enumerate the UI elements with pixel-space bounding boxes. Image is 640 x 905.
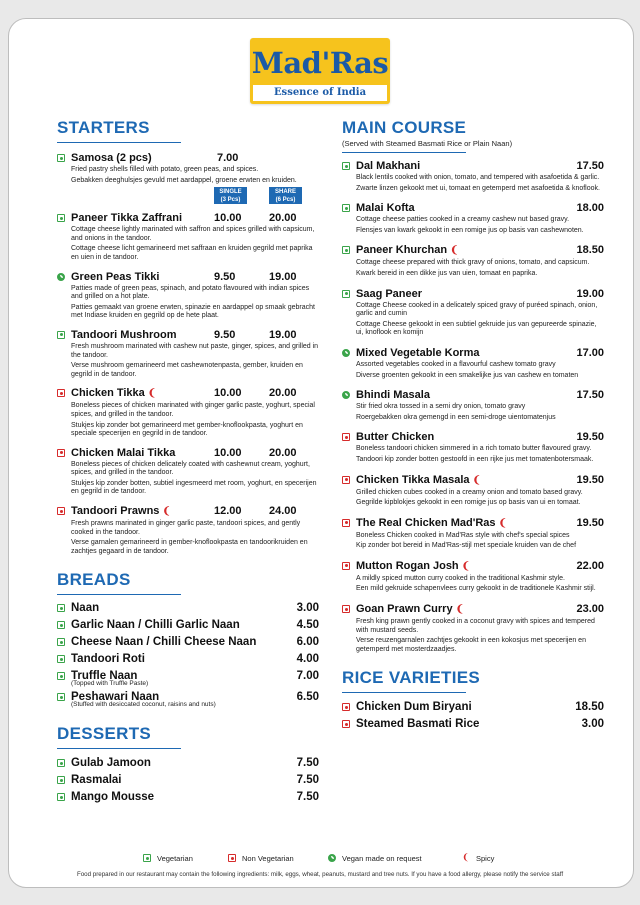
item-description-dutch: Roergebakken okra gemengd in een semi-droge uientomatenjus bbox=[356, 413, 556, 421]
item-price-single: 10.00 bbox=[214, 446, 242, 459]
item-price: 17.50 bbox=[576, 389, 604, 402]
item-name: Steamed Basmati Rice bbox=[356, 718, 480, 731]
legend-spicy-label: Spicy bbox=[476, 854, 495, 863]
menu-item bbox=[57, 635, 319, 651]
item-description-dutch: Verse mushroom gemarineerd met cashewnotenpasta, gember, kruiden en gegrild in de tandoor. bbox=[71, 362, 303, 378]
menu-item bbox=[342, 388, 604, 422]
item-price: 18.50 bbox=[576, 244, 604, 257]
vegetarian-icon bbox=[57, 214, 65, 222]
chili-icon: ❨ bbox=[462, 852, 470, 862]
item-description-dutch: Een mild gekruide schapenvlees curry gekookt in de traditionele Kashmir stijl. bbox=[356, 585, 596, 593]
item-header bbox=[356, 516, 604, 531]
item-description-dutch: Kip zonder bot bereid in Mad'Ras-stijl met speciale kruiden van de chef bbox=[356, 542, 577, 550]
item-description-dutch: Flensjes van kwark gekookt in een romige jus op basis van cashewnoten. bbox=[356, 226, 584, 234]
item-header bbox=[71, 211, 319, 225]
menu-item bbox=[57, 446, 319, 497]
item-name: Garlic Naan / Chilli Garlic Naan bbox=[71, 619, 240, 632]
item-price: 22.00 bbox=[576, 559, 604, 572]
item-header bbox=[71, 504, 319, 519]
legend-non-vegetarian-label: Non Vegetarian bbox=[242, 854, 294, 863]
non-vegetarian-icon bbox=[57, 507, 65, 515]
item-description-dutch: Stukjes kip zonder botten, subtiel ingesmeerd met room, yoghurt, en specerijen en gegrild in de tandoor. bbox=[71, 479, 317, 496]
item-description-dutch: Verse garnalen gemarineerd in gember-knoflookpasta en tandoorikruiden en zachtjes gegaard in de tandoor. bbox=[71, 539, 308, 555]
vegetarian-icon bbox=[342, 204, 350, 212]
item-price: 19.50 bbox=[576, 431, 604, 444]
item-description: Cottage cheese prepared with thick gravy of onions, tomato, and capsicum. bbox=[356, 259, 590, 267]
item-name: Tandoori Prawns bbox=[71, 505, 160, 518]
menu-item bbox=[57, 618, 319, 634]
non-vegetarian-icon bbox=[57, 389, 65, 397]
item-price: 7.50 bbox=[296, 774, 319, 787]
menu-item bbox=[342, 243, 604, 278]
menu-item bbox=[57, 790, 319, 806]
chili-icon: ❨ bbox=[162, 506, 171, 518]
item-header bbox=[356, 346, 604, 360]
item-header bbox=[356, 717, 604, 731]
item-price: 23.00 bbox=[576, 603, 604, 616]
menu-item bbox=[57, 211, 319, 262]
item-name: Mutton Rogan Josh bbox=[356, 559, 459, 572]
item-header bbox=[71, 635, 319, 649]
desserts-section bbox=[57, 724, 319, 806]
chili-icon: ❨ bbox=[450, 245, 459, 257]
non-vegetarian-icon bbox=[342, 519, 350, 527]
item-header bbox=[71, 618, 319, 632]
menu-item bbox=[57, 756, 319, 772]
item-header bbox=[356, 700, 604, 714]
item-name: Chicken Tikka Masala bbox=[356, 473, 470, 486]
legend-vegetarian-label: Vegetarian bbox=[157, 854, 193, 863]
vegetarian-icon bbox=[57, 621, 65, 629]
item-price: 7.50 bbox=[296, 791, 319, 804]
item-description-dutch: Tandoori kip zonder botten gestoofd in een rijke jus met tomatenbotersmaak. bbox=[356, 455, 594, 463]
item-price-share: 19.00 bbox=[269, 270, 297, 283]
item-price: 19.50 bbox=[576, 516, 604, 529]
item-header bbox=[71, 652, 319, 666]
item-description-dutch: Cottage Cheese gekookt in een subtiel gekruide jus van gepureerde spinazie, ui, knoflook en komijn bbox=[356, 320, 597, 337]
item-description: Assorted vegetables cooked in a flavourful cashew tomato gravy bbox=[356, 360, 556, 368]
section-divider bbox=[57, 142, 181, 143]
item-description: Cottage Cheese cooked in a delicately spiced gravy of puréed spinach, onion, garlic and cumin bbox=[356, 301, 598, 318]
item-description-dutch: Stukjes kip zonder bot gemarineerd met gember-knoflookpasta, yoghurt en speciale specerijen en gegrild in de tandoor. bbox=[71, 421, 303, 438]
item-price: 18.50 bbox=[575, 701, 604, 714]
chili-icon: ❨ bbox=[455, 604, 464, 616]
item-price-share: 24.00 bbox=[269, 505, 297, 518]
single-badge-label: SINGLE bbox=[219, 189, 242, 196]
menu-item bbox=[57, 652, 319, 668]
item-price-share: 19.00 bbox=[269, 328, 297, 341]
item-header bbox=[356, 430, 604, 444]
non-vegetarian-icon bbox=[342, 562, 350, 570]
menu-item bbox=[57, 690, 319, 710]
starters-list bbox=[57, 151, 319, 556]
item-header bbox=[356, 388, 604, 402]
vegetarian-icon bbox=[57, 331, 65, 339]
item-description: Black lentils cooked with onion, tomato, and tempered with asafoetida & garlic. bbox=[356, 174, 600, 181]
item-name: Malai Kofta bbox=[356, 202, 415, 215]
item-description: Boneless pieces of chicken marinated with ginger garlic paste, yoghurt, special spices, and grilled in the tandoor. bbox=[71, 402, 315, 418]
item-description: Cottage cheese lightly marinated with saffron and spices grilled with capsicum, and onions in the tandoor. bbox=[71, 226, 315, 242]
item-name: Chicken Tikka bbox=[71, 387, 145, 400]
item-name: Tandoori Roti bbox=[71, 653, 145, 666]
non-vegetarian-icon bbox=[342, 433, 350, 441]
item-price-share: 20.00 bbox=[269, 212, 297, 225]
item-price: 4.50 bbox=[296, 619, 319, 632]
vegetarian-icon bbox=[57, 604, 65, 612]
item-description: Boneless pieces of chicken delicately coated with cashewnut cream, yoghurt, spices, and grilled in the tandoor. bbox=[71, 460, 310, 477]
non-vegetarian-icon bbox=[342, 703, 350, 711]
item-description-dutch: Gebakken deeghulsjes gevuld met aardappel, groene erwten en kruiden. bbox=[71, 176, 297, 184]
item-name: Bhindi Masala bbox=[356, 389, 430, 402]
menu-item bbox=[57, 151, 319, 204]
item-name: Cheese Naan / Chilli Cheese Naan bbox=[71, 636, 257, 649]
breads-list bbox=[57, 601, 319, 710]
share-portion-badge bbox=[269, 187, 302, 204]
item-header bbox=[71, 328, 319, 342]
section-divider bbox=[342, 152, 466, 153]
vegan-icon bbox=[342, 391, 350, 399]
non-vegetarian-icon bbox=[228, 854, 236, 862]
vegetarian-icon bbox=[57, 638, 65, 646]
menu-item bbox=[342, 602, 604, 654]
menu-item bbox=[57, 601, 319, 617]
menu-item bbox=[342, 287, 604, 338]
item-description: Patties made of green peas, spinach, and potato flavoured with indian spices and grilled on a hot plate. bbox=[71, 284, 310, 301]
non-vegetarian-icon bbox=[342, 605, 350, 613]
menu-item bbox=[342, 516, 604, 551]
item-header bbox=[356, 243, 604, 258]
item-price: 3.00 bbox=[296, 602, 319, 615]
main-course-list bbox=[342, 159, 604, 654]
item-name: Gulab Jamoon bbox=[71, 757, 151, 770]
item-header bbox=[356, 559, 604, 574]
item-description: Boneless Chicken cooked in Mad'Ras style with chef's special spices bbox=[356, 531, 570, 539]
breads-section bbox=[57, 570, 319, 710]
item-name: Mango Mousse bbox=[71, 791, 155, 804]
item-description-dutch: Cottage cheese licht gemarineerd met saffraan en kruiden gegrild met paprika en uien in de tandoor. bbox=[71, 245, 313, 261]
item-price-share: 20.00 bbox=[269, 387, 297, 400]
item-name: Samosa (2 pcs) bbox=[71, 152, 152, 164]
section-title-starters: STARTERS bbox=[57, 118, 150, 137]
single-portion-badge bbox=[214, 187, 247, 204]
item-price: 17.00 bbox=[576, 346, 604, 359]
menu-item bbox=[342, 559, 604, 594]
item-price: 3.00 bbox=[581, 718, 604, 731]
item-name: Paneer Khurchan bbox=[356, 244, 448, 257]
vegan-icon bbox=[328, 854, 336, 862]
chili-icon: ❨ bbox=[498, 517, 507, 529]
item-note: (Stuffed with desiccated coconut, raisins and nuts) bbox=[71, 701, 216, 709]
vegetarian-icon bbox=[57, 655, 65, 663]
item-name: Truffle Naan bbox=[71, 670, 138, 683]
item-price-single: 10.00 bbox=[214, 387, 242, 400]
item-description: Grilled chicken cubes cooked in a creamy onion and tomato based gravy. bbox=[356, 488, 583, 496]
vegetarian-icon bbox=[57, 793, 65, 801]
item-price: 4.00 bbox=[296, 653, 319, 666]
section-title-main-course: MAIN COURSE bbox=[342, 118, 467, 137]
item-header bbox=[71, 756, 319, 770]
item-price-single: 9.50 bbox=[214, 328, 236, 341]
item-name: Paneer Tikka Zaffrani bbox=[71, 212, 183, 225]
item-description: Fresh mushroom marinated with cashew nut paste, ginger, spices, and grilled in the tandoor. bbox=[71, 342, 319, 359]
single-badge-count: (3 Pcs) bbox=[220, 197, 241, 204]
vegan-icon bbox=[57, 273, 65, 281]
vegetarian-icon bbox=[57, 693, 65, 701]
section-title-breads: BREADS bbox=[57, 570, 131, 590]
item-header bbox=[71, 151, 319, 165]
item-description-dutch: Patties gemaakt van groene erwten, spinazie en aardappel op smaak gebracht met Indiase kruiden en gegrild op de hete plaat. bbox=[71, 303, 315, 320]
menu-item bbox=[57, 504, 319, 556]
item-price: 7.00 bbox=[217, 152, 239, 164]
item-description-dutch: Gegrilde kipblokjes gekookt in een romige jus op basis van ui en tomaat. bbox=[356, 499, 581, 507]
item-price-single: 10.00 bbox=[214, 212, 242, 225]
chili-icon: ❨ bbox=[472, 474, 481, 486]
item-header bbox=[71, 386, 319, 401]
section-title-rice: RICE VARIETIES bbox=[342, 668, 481, 688]
item-name: Goan Prawn Curry bbox=[356, 603, 453, 616]
menu-item bbox=[342, 717, 604, 733]
main-course-note: (Served with Steamed Basmati Rice or Plain Naan) bbox=[342, 139, 513, 148]
legend-vegan-label: Vegan made on request bbox=[342, 854, 422, 863]
menu-item bbox=[342, 159, 604, 193]
item-header bbox=[71, 270, 319, 284]
item-name: Rasmalai bbox=[71, 774, 122, 787]
item-name: Peshawari Naan bbox=[71, 691, 160, 704]
share-badge-count: (6 Pcs) bbox=[275, 197, 296, 204]
item-price: 6.50 bbox=[296, 691, 319, 704]
vegetarian-icon bbox=[57, 672, 65, 680]
item-note: (Topped with Truffle Paste) bbox=[71, 680, 149, 688]
item-header bbox=[356, 201, 604, 215]
menu-item bbox=[57, 669, 319, 689]
item-header bbox=[356, 287, 604, 301]
portion-badges bbox=[71, 187, 319, 204]
right-column bbox=[342, 118, 604, 733]
item-price-share: 20.00 bbox=[269, 446, 297, 459]
item-description-dutch: Zwarte linzen gekookt met ui, tomaat en getemperd met asafoetida & knoflook. bbox=[356, 184, 600, 192]
item-description-dutch: Diverse groenten gekookt in een smakelijke jus van cashew en tomaten bbox=[356, 371, 579, 379]
menu-item bbox=[57, 328, 319, 379]
item-price: 19.50 bbox=[576, 473, 604, 486]
item-price: 18.00 bbox=[576, 202, 604, 215]
logo-name: Mad'Ras bbox=[251, 46, 389, 80]
non-vegetarian-icon bbox=[57, 449, 65, 457]
menu-item bbox=[342, 473, 604, 508]
item-name: Saag Paneer bbox=[356, 287, 423, 300]
section-divider bbox=[57, 594, 181, 595]
item-name: Dal Makhani bbox=[356, 160, 421, 172]
item-header bbox=[71, 601, 319, 615]
item-description: Fresh prawns marinated in ginger garlic paste, tandoori spices, and gently cooked in the tandoor. bbox=[71, 520, 301, 536]
item-name: The Real Chicken Mad'Ras bbox=[356, 516, 496, 529]
menu-item bbox=[57, 270, 319, 321]
left-column bbox=[57, 118, 319, 806]
vegetarian-icon bbox=[342, 246, 350, 254]
chili-icon: ❨ bbox=[461, 560, 471, 572]
item-name: Tandoori Mushroom bbox=[71, 328, 177, 341]
item-price: 17.50 bbox=[576, 160, 604, 172]
share-badge-label: SHARE bbox=[274, 189, 296, 196]
menu-item bbox=[342, 346, 604, 380]
item-name: Naan bbox=[71, 602, 100, 615]
item-price-single: 9.50 bbox=[214, 270, 236, 283]
chili-icon: ❨ bbox=[147, 388, 157, 400]
logo-tagline: Essence of India bbox=[253, 85, 387, 101]
item-description: Fresh king prawn gently cooked in a coconut gravy with spices and tempered with mustard seeds. bbox=[356, 618, 595, 634]
item-price: 6.00 bbox=[296, 636, 319, 649]
restaurant-logo bbox=[250, 38, 390, 104]
menu-item bbox=[342, 700, 604, 716]
item-header bbox=[71, 773, 319, 787]
allergy-footnote: Food prepared in our restaurant may contain the following ingredients: milk, eggs, wheat, peanuts, mustard and tree nuts. If you have a food allergy, please notify the service staff bbox=[76, 871, 564, 878]
item-price: 19.00 bbox=[576, 287, 604, 300]
item-description: Cottage cheese patties cooked in a creamy cashew nut based gravy. bbox=[356, 216, 570, 224]
item-header bbox=[71, 446, 319, 460]
section-title-desserts: DESSERTS bbox=[57, 724, 152, 744]
desserts-list bbox=[57, 756, 319, 806]
vegetarian-icon bbox=[342, 290, 350, 298]
rice-list bbox=[342, 700, 604, 733]
item-description-dutch: Kwark bereid in een dikke jus van uien, tomaat en paprika. bbox=[356, 269, 538, 277]
vegan-icon bbox=[342, 349, 350, 357]
menu-item bbox=[57, 773, 319, 789]
menu-item bbox=[342, 201, 604, 235]
item-name: Chicken Dum Biryani bbox=[356, 701, 472, 714]
vegetarian-icon bbox=[57, 154, 65, 162]
item-description: A mildly spiced mutton curry cooked in the traditional Kashmir style. bbox=[356, 574, 565, 582]
rice-section bbox=[342, 668, 604, 733]
item-description-dutch: Verse reuzengarnalen zachtjes gekookt in een kokosjus met specerijen en getemperd met mosterdzaadjes. bbox=[356, 637, 586, 653]
item-name: Chicken Malai Tikka bbox=[71, 446, 176, 459]
item-price-single: 12.00 bbox=[214, 505, 242, 518]
non-vegetarian-icon bbox=[342, 476, 350, 484]
item-name: Mixed Vegetable Korma bbox=[356, 346, 480, 359]
vegetarian-icon bbox=[143, 854, 151, 862]
item-header bbox=[356, 473, 604, 488]
item-name: Butter Chicken bbox=[356, 431, 435, 444]
item-description: Fried pastry shells filled with potato, green peas, and spices. bbox=[71, 166, 259, 173]
vegetarian-icon bbox=[57, 759, 65, 767]
item-price: 7.00 bbox=[296, 670, 319, 683]
item-header bbox=[356, 159, 604, 173]
section-divider bbox=[57, 748, 181, 749]
item-price: 7.50 bbox=[296, 757, 319, 770]
item-name: Green Peas Tikki bbox=[71, 270, 160, 283]
vegetarian-icon bbox=[57, 776, 65, 784]
item-description: Boneless tandoori chicken simmered in a rich tomato butter flavoured gravy. bbox=[356, 445, 592, 453]
item-description: Stir fried okra tossed in a semi dry onion, tomato gravy bbox=[356, 403, 526, 411]
menu-item bbox=[342, 430, 604, 464]
vegetarian-icon bbox=[342, 162, 350, 170]
section-divider bbox=[342, 692, 466, 693]
item-header bbox=[356, 602, 604, 617]
menu-item bbox=[57, 386, 319, 438]
non-vegetarian-icon bbox=[342, 720, 350, 728]
item-header bbox=[71, 790, 319, 804]
